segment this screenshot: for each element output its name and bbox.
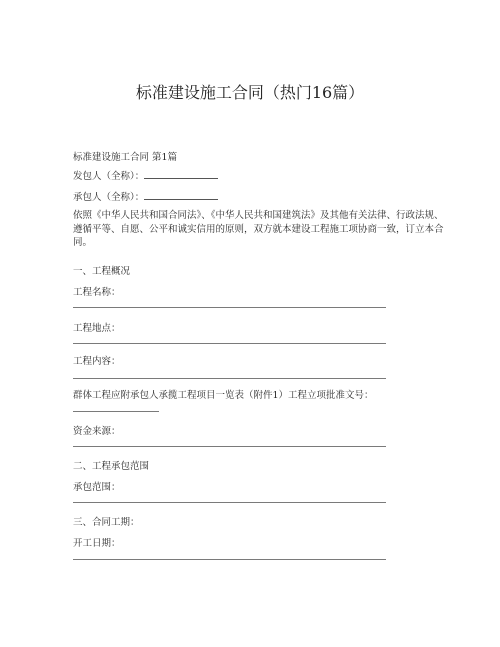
start-date-label: 开工日期： — [73, 538, 121, 549]
party-a-blank — [144, 178, 218, 179]
section-heading: 一、工程概况 — [73, 266, 131, 277]
intro-line: 依照《中华人民共和国合同法》、《中华人民共和国建筑法》及其他有关法律、行政法规、 — [73, 210, 444, 221]
project-location-blank — [73, 343, 386, 344]
party-a-line — [73, 170, 218, 183]
document-title: 标准建设施工合同（热门16篇） — [135, 83, 365, 102]
section-heading: 三、合同工期： — [73, 517, 140, 528]
fund-source-label: 资金来源： — [73, 426, 121, 437]
project-location-label: 工程地点： — [73, 323, 121, 334]
contract-scope-label: 承包范围： — [73, 482, 121, 493]
party-b-label: 承包人（全称）： — [73, 192, 145, 203]
project-content-label: 工程内容： — [73, 356, 121, 367]
fund-source-blank — [73, 446, 386, 447]
project-name-blank — [73, 307, 386, 308]
contract-scope-blank — [73, 502, 386, 503]
project-content-blank — [73, 378, 386, 379]
project-name-label: 工程名称： — [73, 287, 121, 298]
section-heading: 二、工程承包范围 — [73, 461, 150, 472]
party-a-label: 发包人（全称）： — [73, 171, 145, 182]
intro-line: 同。 — [73, 237, 93, 248]
contract-subtitle: 标准建设施工合同 第1篇 — [73, 152, 178, 163]
approval-number-blank — [73, 411, 159, 412]
group-project-text: 群体工程应附承包人承揽工程项目一览表（附件1）工程立项批准文号： — [73, 390, 374, 401]
intro-line: 遵循平等、自愿、公平和诚实信用的原则，双方就本建设工程施工项协商一致，订立本合 — [73, 223, 444, 235]
start-date-blank — [73, 559, 386, 560]
party-b-line — [73, 191, 218, 204]
party-b-blank — [144, 199, 218, 200]
intro-paragraph — [73, 209, 444, 250]
